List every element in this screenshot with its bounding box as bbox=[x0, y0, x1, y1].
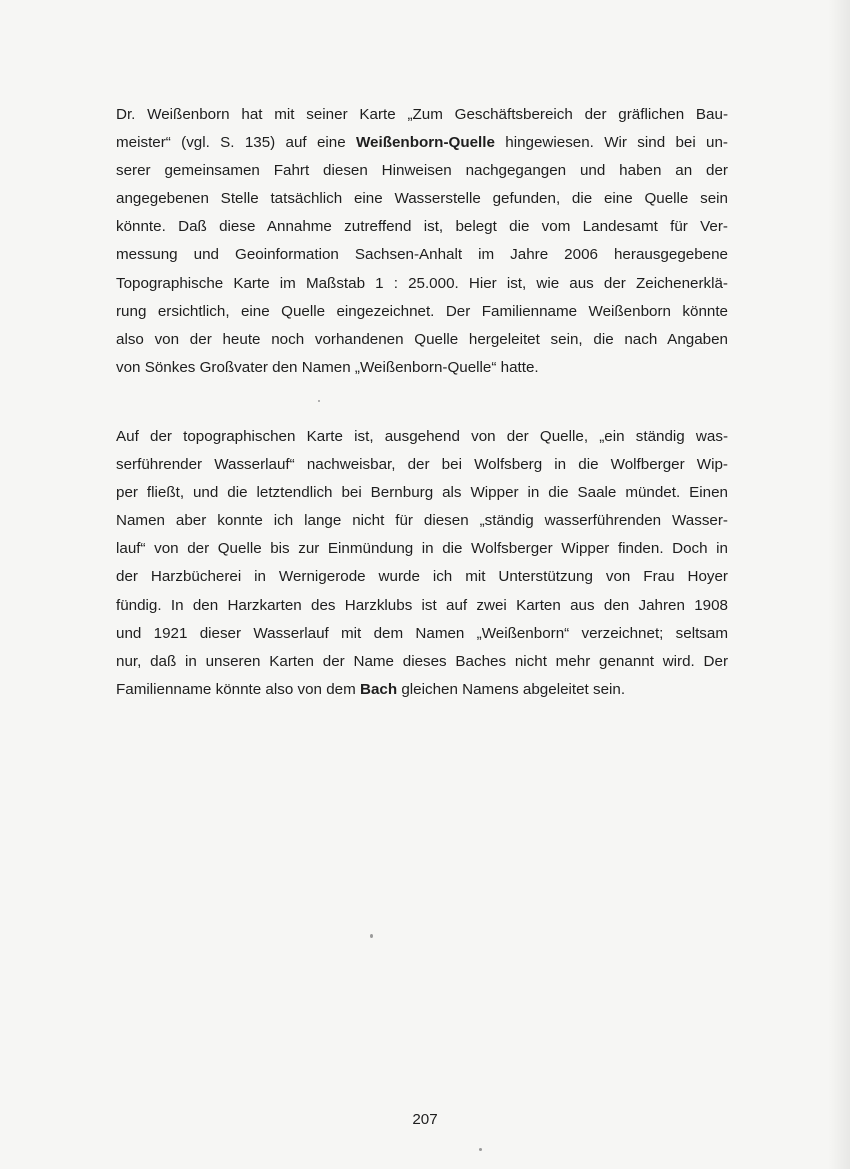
text-line bbox=[116, 185, 728, 213]
text-segment: Topographische Karte im Maßstab 1 : 25.000. Hier ist, wie aus der Zeichenerklä- bbox=[116, 274, 728, 292]
text-line bbox=[116, 563, 728, 591]
text-segment: Familienname könnte also von dem bbox=[116, 680, 360, 698]
text-line bbox=[116, 423, 728, 451]
text-line bbox=[116, 129, 728, 157]
scan-speck bbox=[318, 400, 320, 402]
text-line bbox=[116, 507, 728, 535]
text-segment: gleichen Namens abgeleitet sein. bbox=[397, 680, 626, 698]
bold-term-bach: Bach bbox=[359, 680, 398, 698]
text-line bbox=[116, 326, 728, 354]
text-line bbox=[116, 620, 728, 648]
text-segment: fündig. In den Harzkarten des Harzklubs ist auf zwei Karten aus den Jahren 1908 bbox=[116, 596, 728, 614]
bold-term-weissenborn-quelle: Weißenborn-Quelle bbox=[355, 134, 495, 152]
text-segment: Namen aber konnte ich lange nicht für diesen „ständig wasserführenden Wasser- bbox=[116, 512, 728, 530]
text-line bbox=[116, 354, 728, 382]
text-line bbox=[116, 535, 728, 563]
text-line bbox=[116, 101, 728, 129]
scan-edge-shadow bbox=[828, 0, 850, 1169]
scan-speck bbox=[479, 1148, 482, 1151]
text-segment: serführender Wasserlauf“ nachweisbar, der bei Wolfsberg in die Wolfberger Wip- bbox=[116, 456, 728, 474]
text-segment: und 1921 dieser Wasserlauf mit dem Namen „Weißenborn“ verzeichnet; seltsam bbox=[116, 624, 728, 642]
text-line bbox=[116, 241, 728, 269]
text-segment: also von der heute noch vorhandenen Quelle hergeleitet sein, die nach Angaben bbox=[116, 330, 728, 348]
text-line bbox=[116, 648, 728, 676]
text-line bbox=[116, 451, 728, 479]
text-segment: messung und Geoinformation Sachsen-Anhalt im Jahre 2006 herausgegebene bbox=[116, 246, 728, 264]
text-segment: meister“ (vgl. S. 135) auf eine bbox=[116, 134, 356, 152]
paragraph-1 bbox=[116, 101, 728, 382]
text-segment: von Sönkes Großvater den Namen „Weißenborn-Quelle“ hatte. bbox=[116, 358, 539, 376]
text-segment: könnte. Daß diese Annahme zutreffend ist, belegt die vom Landesamt für Ver- bbox=[116, 218, 728, 236]
text-segment: nur, daß in unseren Karten der Name dieses Baches nicht mehr genannt wird. Der bbox=[116, 652, 728, 670]
text-segment: Dr. Weißenborn hat mit seiner Karte „Zum Geschäftsbereich der gräflichen Bau- bbox=[116, 106, 728, 123]
text-segment: rung ersichtlich, eine Quelle eingezeichnet. Der Familienname Weißenborn könnte bbox=[116, 302, 728, 320]
page-number: 207 bbox=[412, 1111, 438, 1128]
text-segment: serer gemeinsamen Fahrt diesen Hinweisen nachgegangen und haben an der bbox=[116, 162, 728, 180]
text-segment: angegebenen Stelle tatsächlich eine Wasserstelle gefunden, die eine Quelle sein bbox=[116, 190, 728, 208]
paragraph-2 bbox=[116, 423, 728, 704]
text-line bbox=[116, 270, 728, 298]
text-segment: lauf“ von der Quelle bis zur Einmündung in die Wolfsberger Wipper finden. Doch in bbox=[116, 540, 728, 558]
text-line bbox=[116, 213, 728, 241]
text-segment: der Harzbücherei in Wernigerode wurde ich mit Unterstützung von Frau Hoyer bbox=[116, 568, 728, 586]
text-line bbox=[116, 592, 728, 620]
text-segment: per fließt, und die letztendlich bei Bernburg als Wipper in die Saale mündet. Einen bbox=[116, 484, 728, 502]
text-segment: Auf der topographischen Karte ist, ausgehend von der Quelle, „ein ständig was- bbox=[116, 428, 728, 445]
text-segment: hingewiesen. Wir sind bei un- bbox=[494, 134, 728, 152]
scan-speck bbox=[370, 934, 373, 938]
text-line bbox=[116, 676, 728, 704]
text-line bbox=[116, 479, 728, 507]
text-line bbox=[116, 157, 728, 185]
text-line bbox=[116, 298, 728, 326]
